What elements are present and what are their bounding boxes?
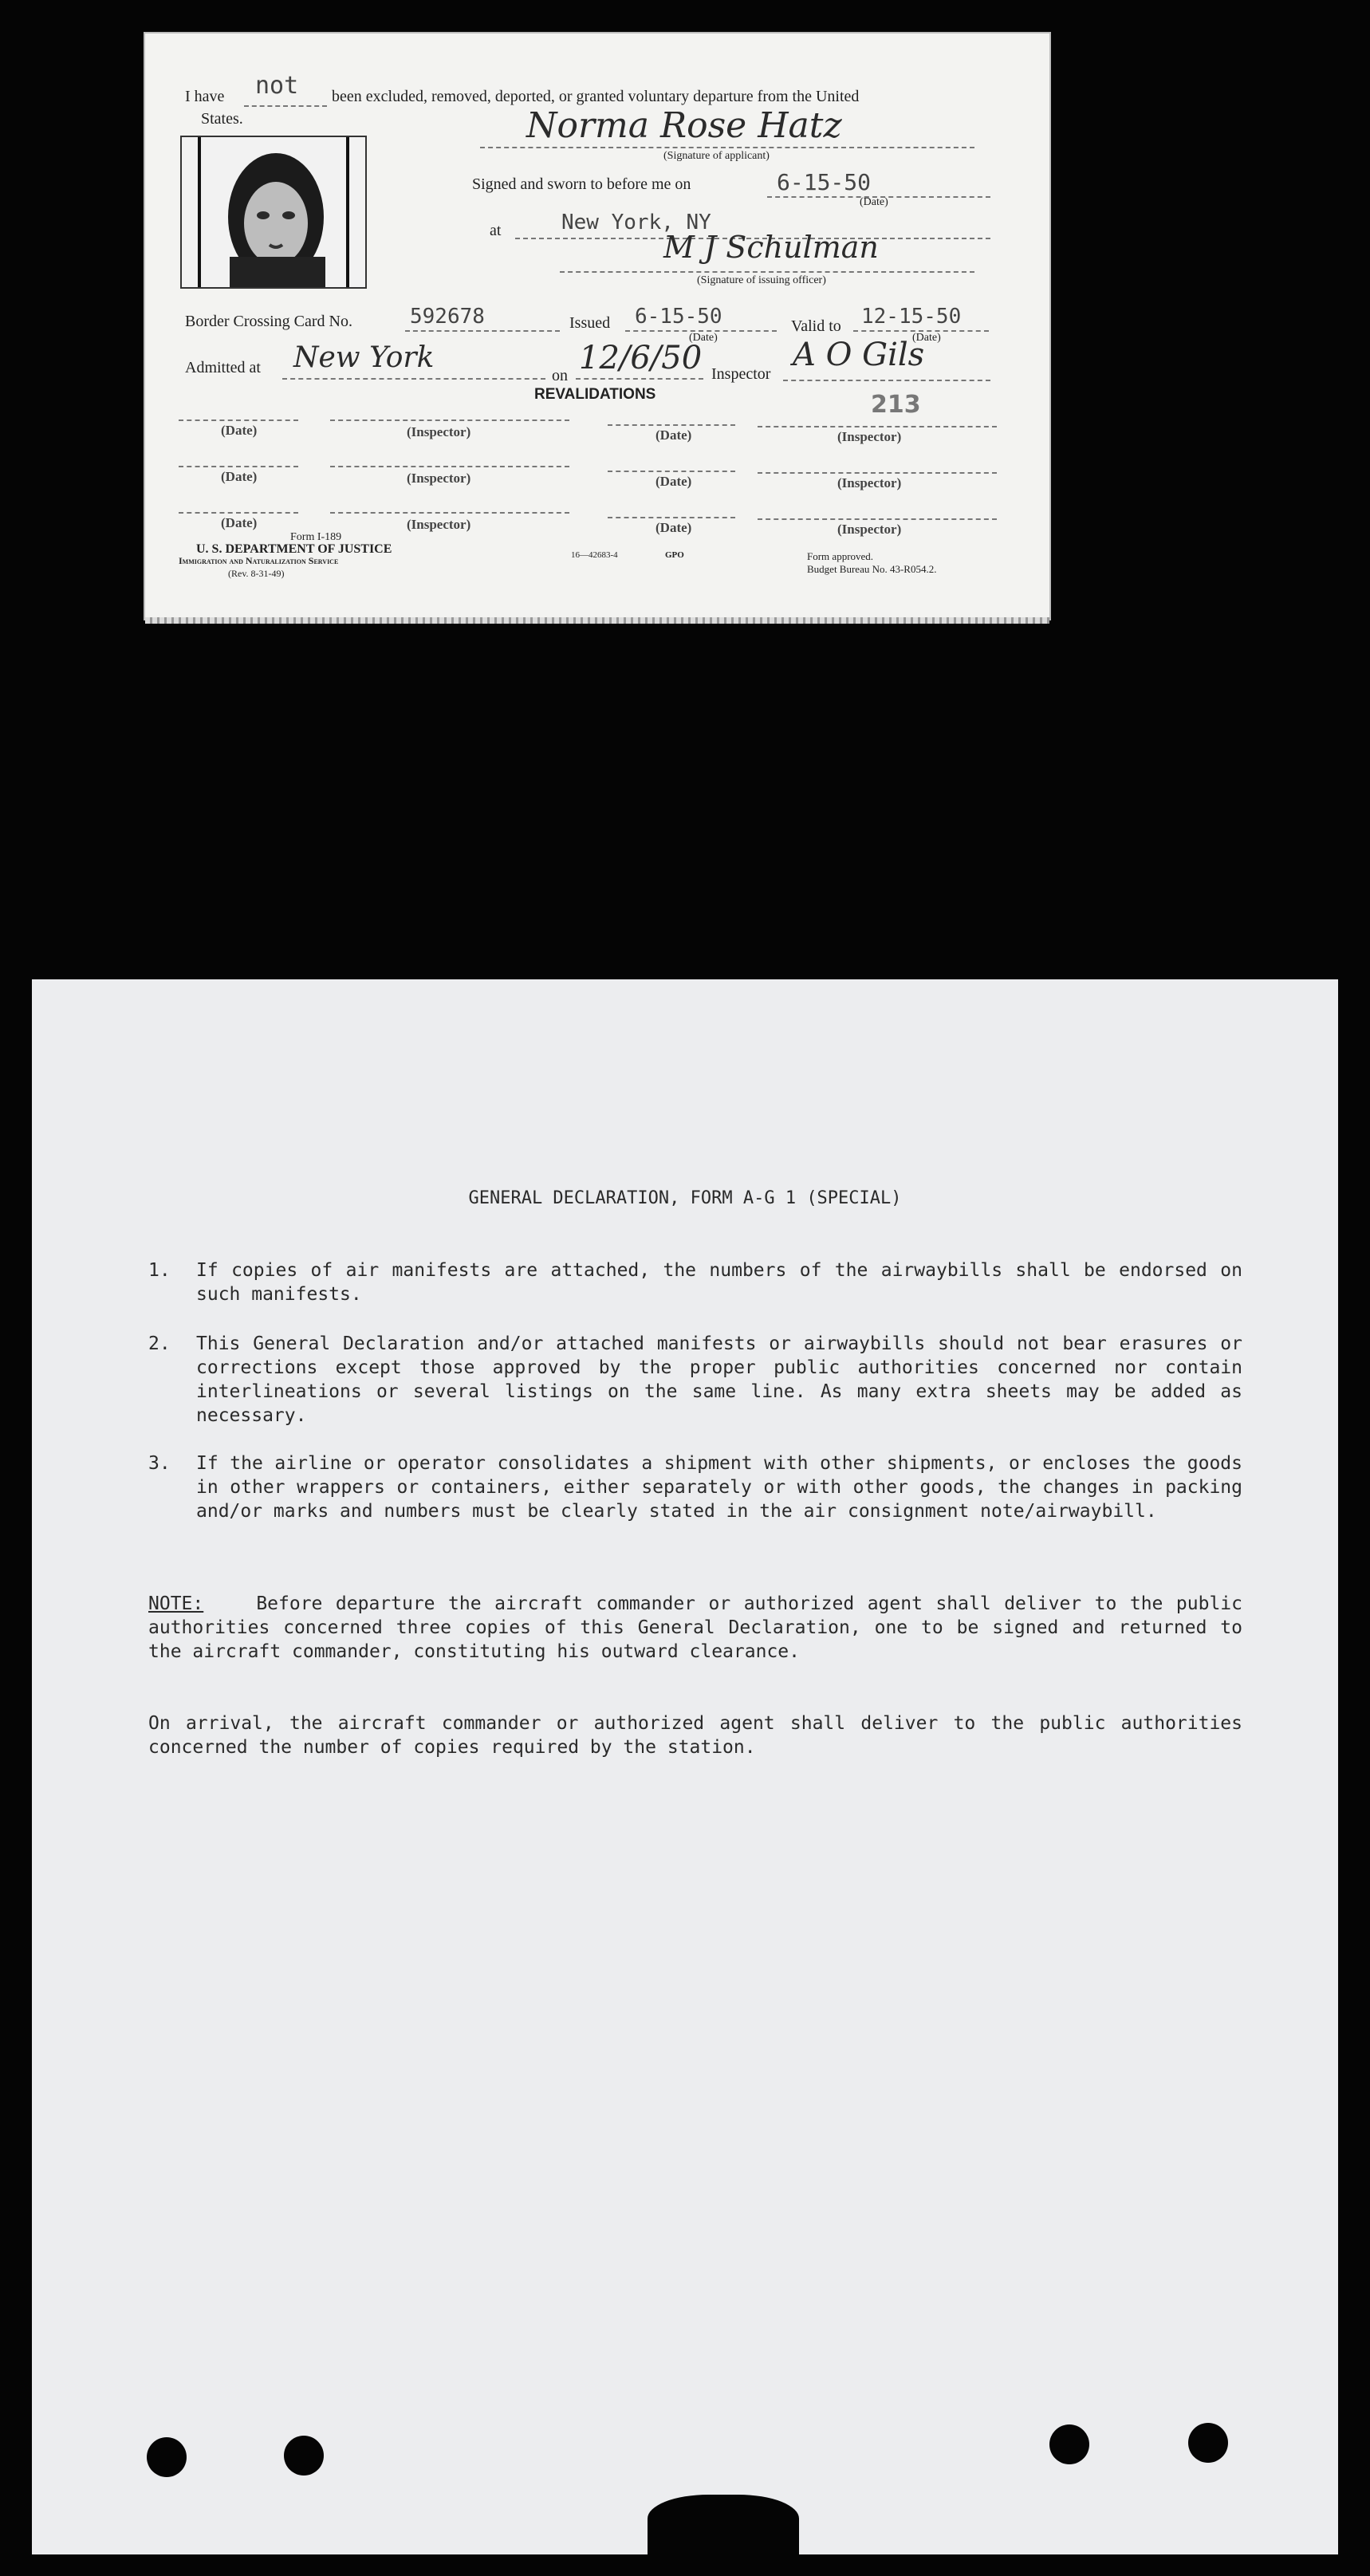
reval-date-label-1: (Date) (221, 423, 258, 438)
line1-cont: States. (201, 110, 243, 128)
valid-date: 12-15-50 (861, 305, 962, 329)
reval-inspector-label-3: (Inspector) (407, 471, 471, 486)
issued-date-label: (Date) (689, 332, 718, 344)
reval-date-label-3: (Date) (221, 469, 258, 484)
officer-signature: M J Schulman (663, 230, 879, 265)
service: Immigration and Naturalization Service (179, 555, 339, 566)
portrait-image (182, 137, 365, 287)
item-text: If copies of air manifests are attached, the numbers of the airwaybills shall be endorsed on such manifests. (196, 1260, 1242, 1305)
issued-label: Issued (569, 314, 611, 332)
admitted-place: New York (293, 341, 435, 374)
valid-date-label: (Date) (912, 332, 941, 344)
reval-inspector-label-5: (Inspector) (407, 517, 471, 532)
declaration-arrival (148, 1711, 1242, 1759)
print-code: 16—42683-4 (571, 550, 618, 560)
applicant-signature: Norma Rose Hatz (526, 105, 842, 146)
note-label: NOTE: (148, 1593, 204, 1614)
revalidations-label: REVALIDATIONS (534, 386, 656, 403)
punch-hole-1 (147, 2437, 187, 2477)
inspector-label: Inspector (711, 365, 771, 383)
reval-inspector-label-2: (Inspector) (837, 429, 902, 444)
declaration-item-2 (148, 1332, 1242, 1428)
revision: (Rev. 8-31-49) (228, 568, 285, 579)
inspector-stamp-number: 213 (871, 391, 921, 419)
card-perforated-edge (145, 617, 1049, 624)
reval-date-label-2: (Date) (655, 427, 692, 443)
punch-hole-4 (1188, 2423, 1228, 2463)
item-text: If the airline or operator consolidates a shipment with other shipments, or encloses the goods in other wrappers or containers, either separately or with other goods, the changes in packing and/or marks and numbers must be clearly stated in the air consignment note/airwaybill. (196, 1453, 1242, 1522)
line1-fill: not (255, 72, 299, 100)
reval-date-label-4: (Date) (655, 474, 692, 489)
reval-date-label-6: (Date) (655, 520, 692, 535)
reval-inspector-label-1: (Inspector) (407, 424, 471, 439)
declaration-item-3 (148, 1451, 1242, 1523)
gpo-mark: GPO (665, 550, 684, 560)
sworn-date-label: (Date) (860, 196, 888, 208)
general-declaration-page (32, 979, 1338, 2554)
sworn-label: Signed and sworn to before me on (472, 175, 691, 193)
sworn-date: 6-15-50 (777, 169, 872, 195)
bcc-number: 592678 (410, 305, 485, 329)
department: U. S. DEPARTMENT OF JUSTICE (196, 542, 392, 556)
at-place: New York, NY (561, 211, 711, 234)
on-label: on (552, 367, 568, 384)
reval-inspector-label-6: (Inspector) (837, 522, 902, 537)
form-approved: Form approved. (807, 550, 874, 562)
punch-hole-3 (1049, 2424, 1089, 2464)
budget-bureau: Budget Bureau No. 43-R054.2. (807, 563, 937, 575)
border-crossing-card (144, 32, 1051, 620)
issued-date: 6-15-50 (635, 305, 722, 329)
bottom-tear (648, 2495, 799, 2554)
reval-date-label-5: (Date) (221, 515, 258, 530)
item-number: 1. (148, 1260, 171, 1281)
form-number: Form I-189 (290, 531, 342, 543)
item-number: 2. (148, 1333, 171, 1354)
item-text: This General Declaration and/or attached manifests or airwaybills should not bear erasures or corrections except those approved by the proper public authorities concerned nor contain interlineations or several listings on the same line. As many extra sheets may be added as necessary. (196, 1333, 1242, 1426)
arrival-text: On arrival, the aircraft commander or authorized agent shall deliver to the public authorities concerned the number of copies required by the station. (148, 1713, 1242, 1758)
bcc-label: Border Crossing Card No. (185, 313, 352, 330)
valid-label: Valid to (791, 317, 841, 335)
note-text: Before departure the aircraft commander or authorized agent shall deliver to the public authorities concerned three copies of this General Declaration, one to be signed and returned to the aircraft commander, constituting his outward clearance. (148, 1593, 1242, 1662)
applicant-photo (180, 136, 367, 289)
declaration-title: GENERAL DECLARATION, FORM A-G 1 (SPECIAL) (468, 1188, 902, 1208)
reval-inspector-label-4: (Inspector) (837, 475, 902, 490)
officer-signature-label: (Signature of issuing officer) (697, 274, 826, 286)
inspector-signature: A O Gils (793, 337, 925, 373)
declaration-item-1 (148, 1258, 1242, 1306)
admitted-date: 12/6/50 (579, 340, 703, 376)
line1-prefix: I have (185, 88, 225, 105)
at-label: at (490, 222, 502, 239)
punch-hole-2 (284, 2436, 324, 2476)
applicant-signature-label: (Signature of applicant) (663, 150, 770, 162)
line1-rest: been excluded, removed, deported, or granted voluntary departure from the United (332, 88, 860, 105)
declaration-note (148, 1592, 1242, 1664)
admitted-label: Admitted at (185, 359, 261, 376)
item-number: 3. (148, 1453, 171, 1474)
